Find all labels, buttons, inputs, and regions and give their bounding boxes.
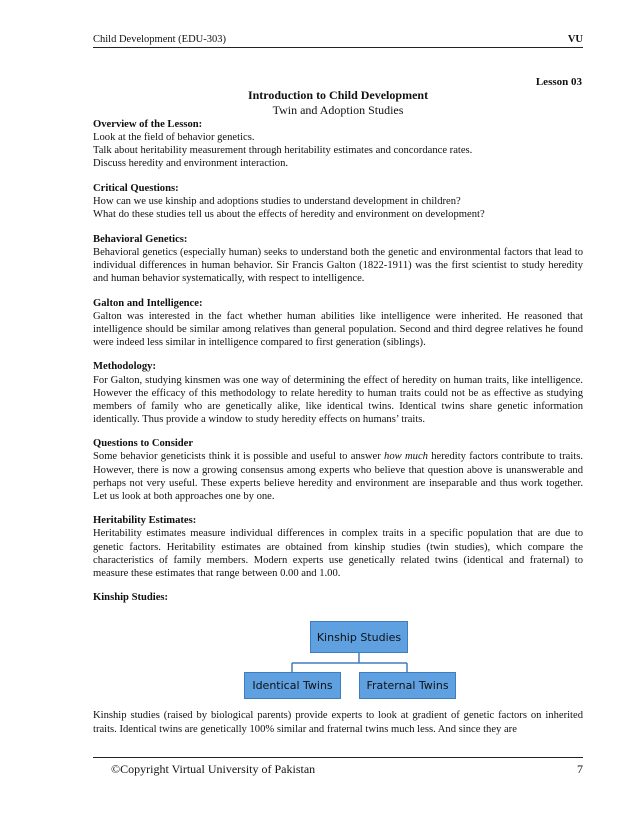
section-heading: Questions to Consider <box>93 438 194 450</box>
section-paragraph: Heritability estimates measure individual differences in complex traits in a specific population that are due to genetic factors. Heritability estimates are obtained from kinship studies (twin studies), which compare the characteristics of family members. Modern experts use genetically related twins (identical and fraternal) to measure these estimates that range between 0.00 and 1.00. <box>93 528 583 579</box>
lesson-number: Lesson 03 <box>535 76 582 88</box>
section-heading: Heritability Estimates: <box>93 515 197 527</box>
section-methodology <box>93 360 583 425</box>
overview-line-2: Talk about heritability measurement through heritability estimates and concordance rates. <box>93 145 473 157</box>
section-kinship-studies <box>93 591 583 604</box>
title-block <box>93 88 583 118</box>
section-overview <box>93 118 583 170</box>
overview-line-3: Discuss heredity and environment interaction. <box>93 158 289 170</box>
kinship-diagram <box>93 608 583 703</box>
section-paragraph: Behavioral genetics (especially human) seeks to understand both the genetic and environmental factors that lead to individual differences in human behavior. Sir Francis Galton (1822-1911) was the first scientist to study heredity and human behavior systematically, with respect to intelligence. <box>93 246 583 284</box>
critical-question-1: How can we use kinship and adoptions studies to understand development in children? <box>93 195 461 207</box>
paragraph-text-before: Some behavior geneticists think it is possible and useful to answer <box>93 451 385 463</box>
section-heading: Behavioral Genetics: <box>93 233 188 245</box>
document-body <box>93 118 583 736</box>
section-critical-questions <box>93 182 583 221</box>
section-heading: Critical Questions: <box>93 182 179 194</box>
overview-line-1: Look at the field of behavior genetics. <box>93 132 255 144</box>
course-title: Child Development (EDU-303) <box>93 34 226 45</box>
paragraph-text-after: heredity factors contribute to traits. However, there is now a growing consensus among experts who believe that question above is unanswerable and perhaps not very useful. These experts believe heredity and environment are inseparable and thus work together. Let us look at both approaches one by one. <box>93 451 583 502</box>
page-header <box>93 34 583 48</box>
section-paragraph: Galton was interested in the fact whether human abilities like intelligence were inherited. He reasoned that intelligence should be similar among relatives than general population. Second and third degree relatives he found were indeed less similar in intelligence compared to first generation (siblings). <box>93 310 583 348</box>
institution-abbrev: VU <box>567 34 583 45</box>
section-paragraph <box>93 450 583 502</box>
diagram-node-identical-twins: Identical Twins <box>244 672 341 699</box>
section-heritability-estimates <box>93 514 583 579</box>
section-heading: Methodology: <box>93 361 156 373</box>
section-heading: Galton and Intelligence: <box>93 297 203 309</box>
kinship-paragraph: Kinship studies (raised by biological parents) provide experts to look at gradient of genetic factors on inherited traits. Identical twins are genetically 100% similar and fraternal twins much less. And since they are <box>93 710 583 735</box>
page-footer <box>93 757 583 777</box>
document-subtitle: Twin and Adoption Studies <box>272 103 404 117</box>
copyright-notice: ©Copyright Virtual University of Pakistan <box>111 762 316 776</box>
section-questions-to-consider <box>93 437 583 502</box>
page-number: 7 <box>577 762 583 776</box>
critical-question-2: What do these studies tell us about the effects of heredity and environment on development? <box>93 209 485 221</box>
document-title: Introduction to Child Development <box>247 88 429 102</box>
diagram-node-fraternal-twins: Fraternal Twins <box>359 672 456 699</box>
section-behavioral-genetics <box>93 233 583 285</box>
diagram-node-kinship-studies: Kinship Studies <box>310 621 408 653</box>
section-paragraph: For Galton, studying kinsmen was one way of determining the effect of heredity on human traits, like intelligence. However the efficacy of this methodology to relate heredity to human traits could not be as effective as studying members of family who are genetically alike, like identical twins. Identical twins share genetic information identically. Thus provide a window to study heredity effects on humans’ traits. <box>93 374 583 425</box>
section-galton-intelligence <box>93 297 583 349</box>
section-heading: Overview of the Lesson: <box>93 119 203 130</box>
paragraph-emphasis: how much <box>384 451 428 463</box>
section-heading: Kinship Studies: <box>93 592 169 604</box>
